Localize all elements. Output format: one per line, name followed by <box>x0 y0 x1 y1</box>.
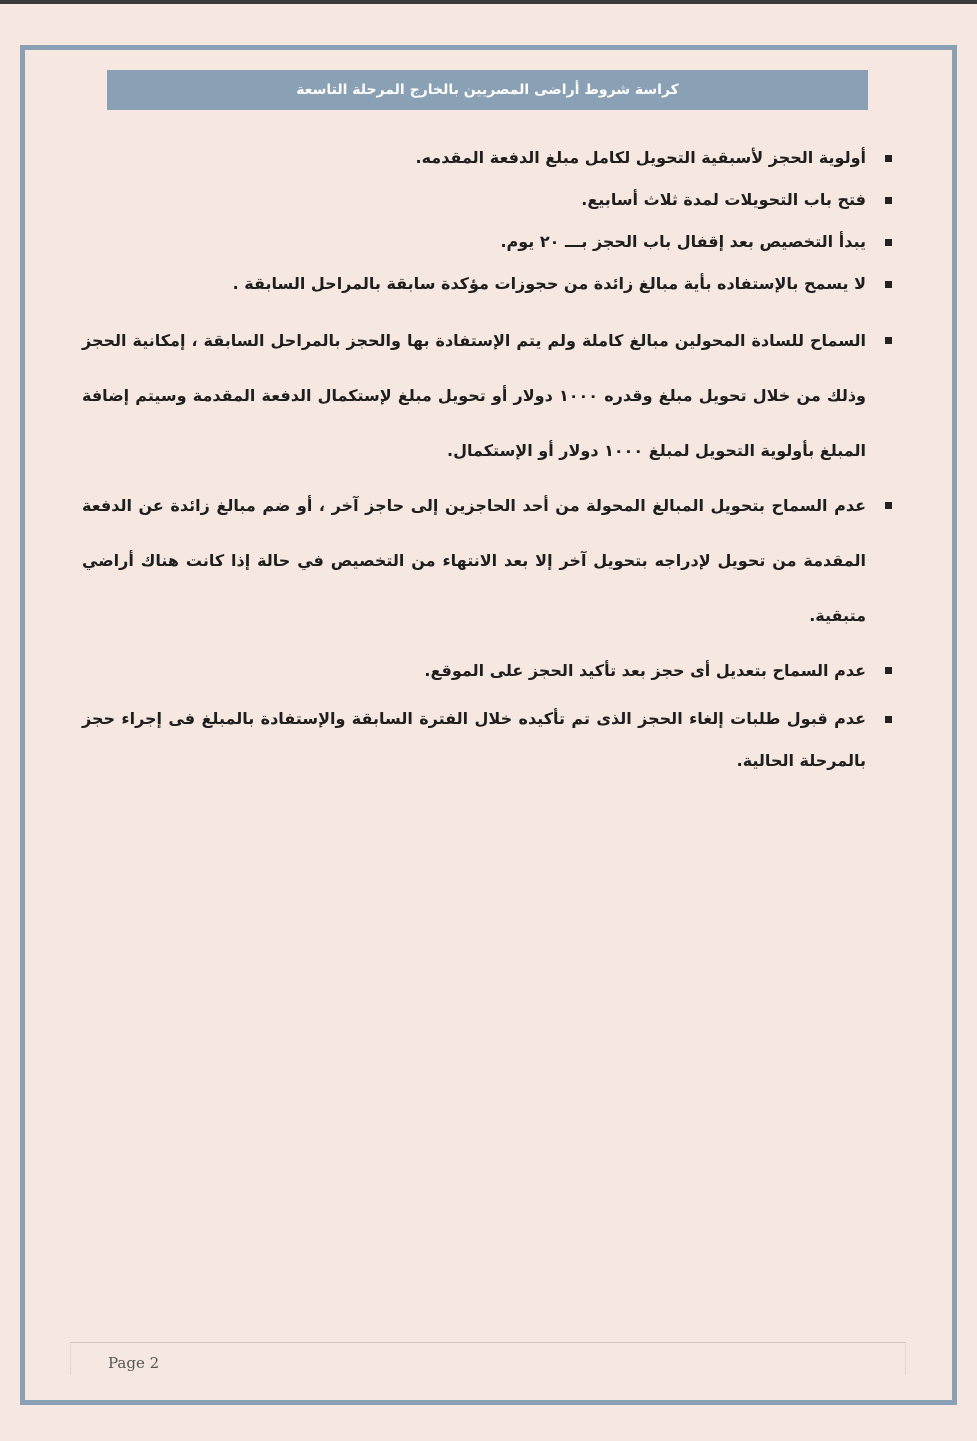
square-bullet-icon <box>885 155 892 162</box>
top-status-bar <box>0 0 977 4</box>
document-header <box>107 70 868 110</box>
list-item-text: لا يسمح بالإستفاده بأية مبالغ زائدة من حجوزات مؤكدة سابقة بالمراحل السابقة . <box>232 274 866 293</box>
square-bullet-icon <box>885 337 892 344</box>
footer-divider <box>70 1342 906 1343</box>
list-item <box>82 187 897 213</box>
square-bullet-icon <box>885 502 892 509</box>
square-bullet-icon <box>885 667 892 674</box>
list-item-text: أولوية الحجز لأسبقية التحويل لكامل مبلغ الدفعة المقدمه. <box>415 148 866 167</box>
square-bullet-icon <box>885 281 892 288</box>
list-item-text: فتح باب التحويلات لمدة ثلاث أسابيع. <box>581 190 866 209</box>
list-item <box>82 271 897 297</box>
terms-list <box>82 145 897 782</box>
list-item-text: عدم السماح بتعديل أى حجز بعد تأكيد الحجز على الموقع. <box>424 661 866 680</box>
document-title: كراسة شروط أراضى المصريين بالخارج المرحلة التاسعة <box>296 82 679 98</box>
square-bullet-icon <box>885 197 892 204</box>
list-item <box>82 313 897 478</box>
list-item-text: يبدأ التخصيص بعد إقفال باب الحجز بـــ ٢٠ يوم. <box>500 232 866 251</box>
list-item <box>82 698 897 782</box>
footer-border-left <box>70 1343 71 1375</box>
footer-border-right <box>905 1343 906 1375</box>
list-item-text: عدم السماح بتحويل المبالغ المحولة من أحد الحاجزين إلى حاجز آخر ، أو ضم مبالغ زائدة عن الدفعة المقدمة من تحويل لإدراجه بتحويل آخر إلا بعد الانتهاء من التخصيص في حالة إذا كانت هناك أراضي متبقية. <box>82 496 866 625</box>
list-item <box>82 229 897 255</box>
page-number: Page 2 <box>108 1354 160 1372</box>
list-item <box>82 145 897 171</box>
list-item-text: عدم قبول طلبات إلغاء الحجز الذى تم تأكيده خلال الفترة السابقة والإستفادة بالمبلغ فى إجراء حجز بالمرحلة الحالية. <box>82 709 866 770</box>
list-item-text: السماح للسادة المحولين مبالغ كاملة ولم يتم الإستفادة بها والحجز بالمراحل السابقة ، إمكانية الحجز وذلك من خلال تحويل مبلغ وقدره ١٠٠٠ دولار أو تحويل مبلغ لإستكمال الدفعة المقدمة وسيتم إضافة المبلغ بأولوية التحويل لمبلغ ١٠٠٠ دولار أو الإستكمال. <box>82 331 866 460</box>
list-item <box>82 478 897 643</box>
square-bullet-icon <box>885 716 892 723</box>
list-item <box>82 643 897 698</box>
square-bullet-icon <box>885 239 892 246</box>
